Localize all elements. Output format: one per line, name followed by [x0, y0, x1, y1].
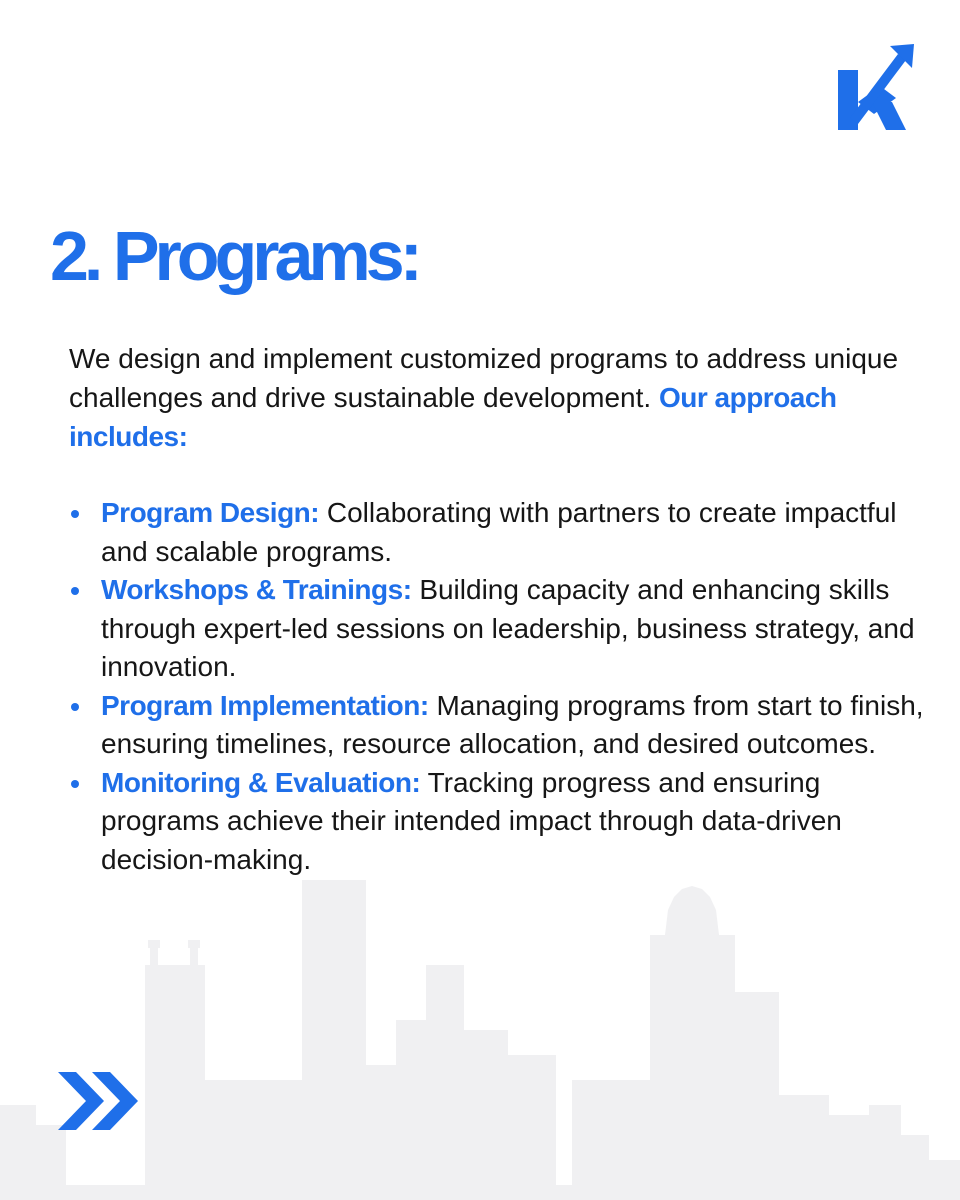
item-label: Program Implementation: [101, 689, 429, 721]
bullet-dot-icon [71, 510, 79, 518]
item-text: Tracking progress and ensuring programs achieve their intended impact through data-driven decision-making. [101, 766, 842, 875]
item-text: Managing programs from start to finish, ensuring timelines, resource allocation, and desired outcomes. [101, 689, 924, 759]
list-item-monitoring-evaluation [101, 764, 931, 880]
k-arrow-logo-icon [836, 42, 916, 132]
list-item-program-design [101, 494, 931, 571]
intro-text: We design and implement customized programs to address unique challenges and drive sustainable development. [69, 343, 899, 413]
item-label: Workshops & Trainings: [101, 574, 412, 605]
program-items-list [101, 494, 931, 879]
item-text: Building capacity and enhancing skills through expert-led sessions on leadership, business strategy, and innovation. [101, 574, 915, 682]
list-item-workshops-trainings [101, 571, 931, 687]
list-item-program-implementation [101, 687, 931, 764]
item-label: Monitoring & Evaluation: [101, 766, 421, 798]
double-chevron-right-icon[interactable] [58, 1072, 140, 1130]
bullet-dot-icon [71, 703, 79, 711]
intro-highlight: Our approach includes: [69, 382, 837, 452]
item-text: Collaborating with partners to create impactful and scalable programs. [101, 497, 897, 567]
bullet-dot-icon [71, 780, 79, 788]
intro-paragraph [69, 339, 929, 456]
bullet-dot-icon [71, 587, 79, 595]
page-title: 2. Programs: [50, 217, 418, 295]
item-label: Program Design: [101, 497, 320, 528]
